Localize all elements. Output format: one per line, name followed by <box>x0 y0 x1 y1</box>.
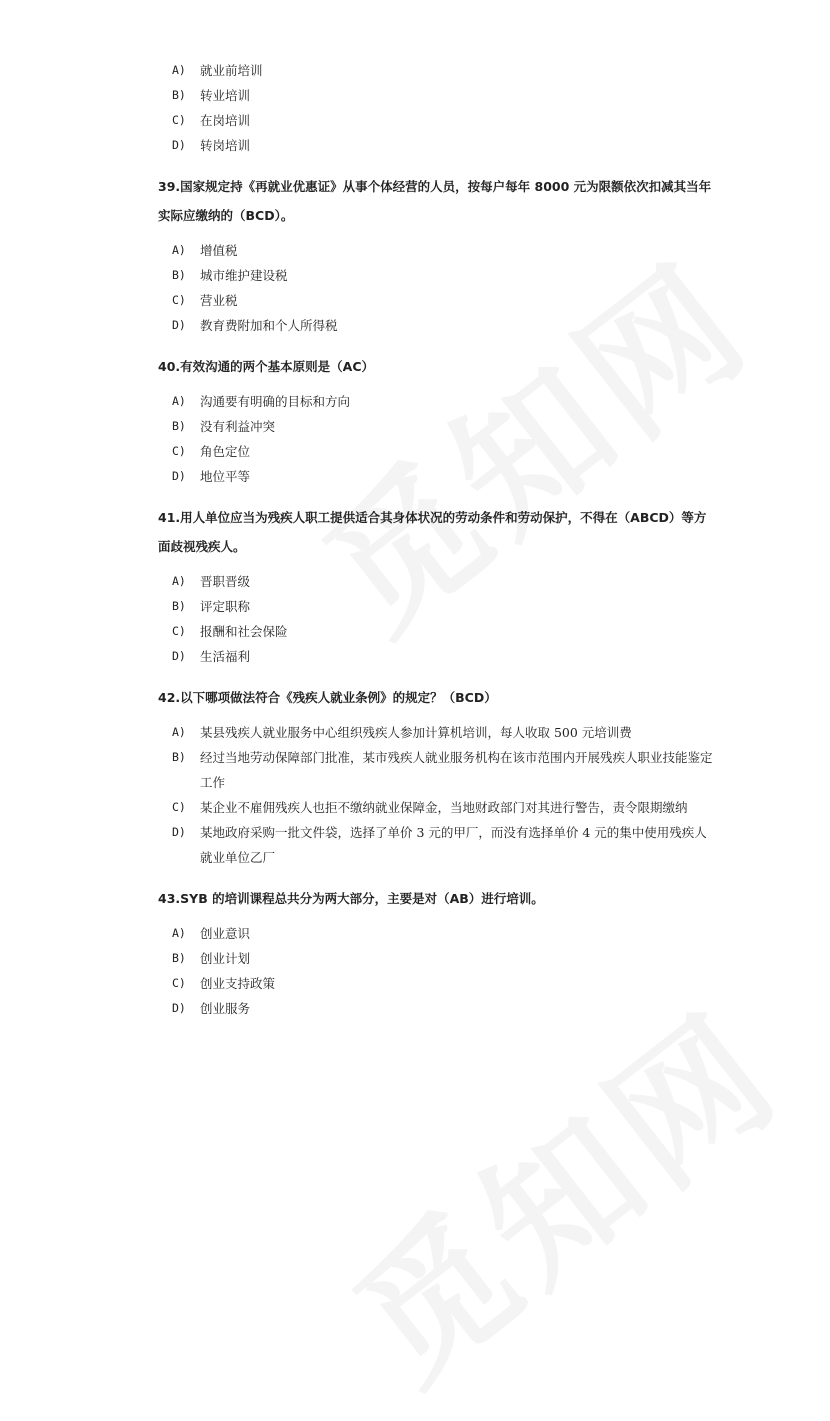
question-39: 39.国家规定持《再就业优惠证》从事个体经营的人员，按每户每年 8000 元为限额依次扣减其当年实际应缴纳的（BCD）。 <box>158 179 712 223</box>
prev-options <box>158 58 718 158</box>
option-label: B) <box>172 268 186 282</box>
option-item <box>158 996 718 1021</box>
content <box>158 58 718 1021</box>
option-text: 创业服务 <box>200 1001 251 1016</box>
option-item <box>158 133 718 158</box>
option-text: 转业培训 <box>200 88 251 103</box>
option-label: A) <box>172 926 186 940</box>
option-item <box>158 820 718 870</box>
option-text: 创业计划 <box>200 951 251 966</box>
option-item <box>158 83 718 108</box>
option-item <box>158 313 718 338</box>
option-item <box>158 58 718 83</box>
option-text: 城市维护建设税 <box>200 268 288 283</box>
option-label: B) <box>172 419 186 433</box>
option-item <box>158 644 718 669</box>
option-text: 评定职称 <box>200 599 251 614</box>
option-text: 角色定位 <box>200 444 251 459</box>
option-label: C) <box>172 113 186 127</box>
option-label: D) <box>172 138 186 152</box>
option-label: C) <box>172 624 186 638</box>
option-item <box>158 288 718 313</box>
option-text: 没有利益冲突 <box>200 419 276 434</box>
option-item <box>158 263 718 288</box>
option-text: 在岗培训 <box>200 113 251 128</box>
option-text: 某地政府采购一批文件袋，选择了单价 3 元的甲厂，而没有选择单价 4 元的集中使用残疾人就业单位乙厂 <box>200 825 707 865</box>
option-item <box>158 439 718 464</box>
option-text: 经过当地劳动保障部门批准，某市残疾人就业服务机构在该市范围内开展残疾人职业技能鉴定工作 <box>200 750 713 790</box>
option-label: C) <box>172 444 186 458</box>
option-text: 转岗培训 <box>200 138 251 153</box>
option-label: D) <box>172 469 186 483</box>
question-40: 40.有效沟通的两个基本原则是（AC） <box>158 359 374 374</box>
option-item <box>158 414 718 439</box>
option-label: D) <box>172 318 186 332</box>
option-text: 创业支持政策 <box>200 976 276 991</box>
option-label: A) <box>172 725 186 739</box>
option-item <box>158 569 718 594</box>
option-label: D) <box>172 825 186 839</box>
option-label: B) <box>172 599 186 613</box>
option-text: 教育费附加和个人所得税 <box>200 318 338 333</box>
option-label: A) <box>172 63 186 77</box>
question-41: 41.用人单位应当为残疾人职工提供适合其身体状况的劳动条件和劳动保护，不得在（ABCD）等方面歧视残疾人。 <box>158 510 707 554</box>
option-label: B) <box>172 88 186 102</box>
watermark <box>304 955 815 1421</box>
question-43: 43.SYB 的培训课程总共分为两大部分，主要是对（AB）进行培训。 <box>158 891 544 906</box>
question-42: 42.以下哪项做法符合《残疾人就业条例》的规定？（BCD） <box>158 690 497 705</box>
option-label: C) <box>172 800 186 814</box>
option-item <box>158 795 718 820</box>
option-label: C) <box>172 976 186 990</box>
option-item <box>158 619 718 644</box>
option-text: 营业税 <box>200 293 238 308</box>
option-item <box>158 745 718 795</box>
option-item <box>158 389 718 414</box>
option-text: 创业意识 <box>200 926 251 941</box>
option-label: D) <box>172 1001 186 1015</box>
option-text: 就业前培训 <box>200 63 263 78</box>
option-text: 报酬和社会保险 <box>200 624 288 639</box>
option-text: 增值税 <box>200 243 238 258</box>
option-item <box>158 946 718 971</box>
option-text: 某县残疾人就业服务中心组织残疾人参加计算机培训，每人收取 500 元培训费 <box>200 725 632 740</box>
option-text: 某企业不雇佣残疾人也拒不缴纳就业保障金，当地财政部门对其进行警告，责令限期缴纳 <box>200 800 688 815</box>
option-item <box>158 594 718 619</box>
option-label: A) <box>172 394 186 408</box>
option-label: B) <box>172 750 186 764</box>
option-item <box>158 464 718 489</box>
option-text: 沟通要有明确的目标和方向 <box>200 394 351 409</box>
option-item <box>158 238 718 263</box>
option-label: D) <box>172 649 186 663</box>
option-text: 地位平等 <box>200 469 251 484</box>
option-item <box>158 921 718 946</box>
option-label: B) <box>172 951 186 965</box>
option-label: C) <box>172 293 186 307</box>
option-item <box>158 720 718 745</box>
option-label: A) <box>172 243 186 257</box>
option-text: 晋职晋级 <box>200 574 251 589</box>
option-label: A) <box>172 574 186 588</box>
option-text: 生活福利 <box>200 649 251 664</box>
option-item <box>158 108 718 133</box>
option-item <box>158 971 718 996</box>
